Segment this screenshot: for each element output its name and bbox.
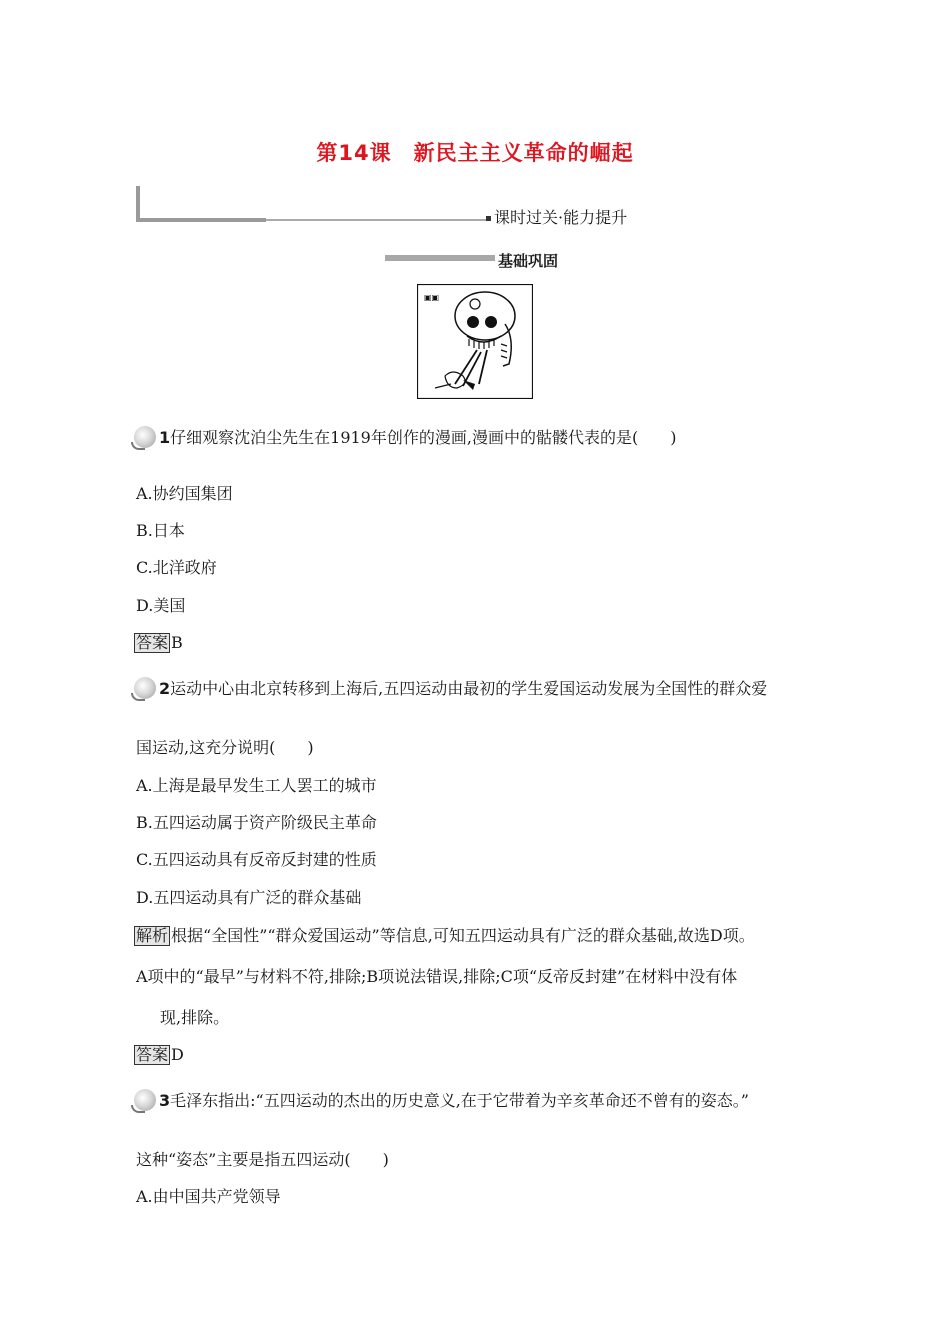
answer-tag: 答案: [136, 633, 169, 652]
question-bullet-icon: [134, 426, 156, 448]
option-c: C.五四运动具有反帝反封建的性质: [136, 850, 377, 869]
answer-tag: 答案: [136, 1045, 169, 1064]
option-d: D.五四运动具有广泛的群众基础: [136, 888, 362, 907]
question-stem-continued: 国运动,这充分说明( ): [136, 738, 314, 757]
question-stem: 毛泽东指出:“五四运动的杰出的历史意义,在于它带着为辛亥革命还不曾有的姿态。”: [170, 1091, 749, 1110]
option-b: B.五四运动属于资产阶级民主革命: [136, 813, 377, 832]
option-a: A.协约国集团: [136, 484, 233, 503]
subsection-title: 基础巩固: [498, 252, 559, 270]
analysis-tag: 解析: [136, 926, 169, 945]
question-1: [134, 426, 676, 448]
section-header-label: 课时过关·能力提升: [494, 208, 628, 227]
question-number: 1: [159, 428, 171, 447]
question-number: 2: [159, 679, 171, 698]
option-a: A.由中国共产党领导: [136, 1187, 281, 1206]
subsection-bar: [385, 255, 495, 261]
question-3: [134, 1089, 749, 1111]
analysis-text-continued: A项中的“最早”与材料不符,排除;B项说法错误,排除;C项“反帝反封建”在材料中没有体: [136, 967, 738, 986]
answer-line: [134, 1045, 184, 1065]
svg-text:▣▣: ▣▣: [424, 293, 440, 302]
page-title: 第14课 新民主主义革命的崛起: [316, 141, 634, 165]
option-c: C.北洋政府: [136, 558, 217, 577]
question-2: [134, 677, 767, 699]
option-d: D.美国: [136, 596, 186, 615]
question-bullet-icon: [134, 677, 156, 699]
answer-value: D: [171, 1045, 184, 1064]
question-bullet-icon: [134, 1089, 156, 1111]
analysis-text: 根据“全国性”“群众爱国运动”等信息,可知五四运动具有广泛的群众基础,故选D项。: [171, 926, 755, 945]
answer-value: B: [171, 633, 183, 652]
section-header-bar: [134, 186, 494, 226]
analysis-line: [134, 926, 755, 946]
analysis-text-end: 现,排除。: [160, 1008, 230, 1027]
question-stem: 运动中心由北京转移到上海后,五四运动由最初的学生爱国运动发展为全国性的群众爱: [170, 679, 768, 698]
question-stem-continued: 这种“姿态”主要是指五四运动( ): [136, 1150, 389, 1169]
option-a: A.上海是最早发生工人罢工的城市: [136, 776, 377, 795]
skeleton-cartoon-icon: [417, 284, 533, 399]
question-stem: 仔细观察沈泊尘先生在1919年创作的漫画,漫画中的骷髅代表的是( ): [170, 428, 677, 447]
question-number: 3: [159, 1091, 171, 1110]
answer-line: [134, 633, 183, 653]
option-b: B.日本: [136, 521, 185, 540]
